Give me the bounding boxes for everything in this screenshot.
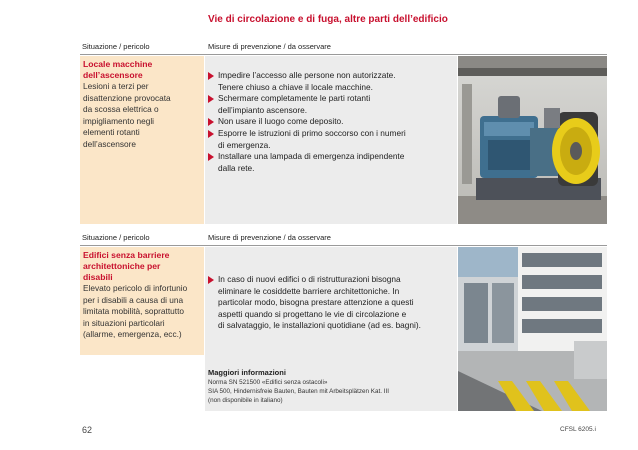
measures-list (208, 70, 456, 174)
publication-code: CFSL 6205.i (560, 426, 596, 433)
situation-description: Lesioni a terzi per disattenzione provocata da scossa elettrica o impigliamento negli elementi rotanti dell’ascensore (83, 81, 171, 149)
measure-item: Non usare il luogo come deposito. (208, 116, 456, 128)
measures-column-header: Misure di prevenzione / da osservare (208, 42, 331, 51)
more-info-line: SIA 500, Hindernisfreie Bauten, Bauten mit Arbeitsplätzen Kat. III (208, 388, 389, 395)
page-title: Vie di circolazione e di fuga, altre parti dell’edificio (208, 14, 448, 25)
measures-list (208, 274, 456, 332)
bullet-triangle-icon (208, 153, 214, 161)
measure-item: Schermare completamente le parti rotanti dell’impianto ascensore. (208, 93, 456, 116)
bullet-triangle-icon (208, 72, 214, 80)
bullet-triangle-icon (208, 130, 214, 138)
measures-column-header: Misure di prevenzione / da osservare (208, 233, 331, 242)
elevator-machine-image (458, 56, 607, 224)
section-divider (80, 54, 607, 55)
bullet-triangle-icon (208, 95, 214, 103)
situation-text (83, 250, 203, 341)
situation-title: Locale macchine dell’ascensore (83, 59, 153, 80)
elevator-machine-photo (458, 56, 607, 224)
situation-title: Edifici senza barriere architettoniche per disabili (83, 250, 170, 282)
accessible-building-photo (458, 247, 607, 411)
more-info-line: (non disponibile in italiano) (208, 397, 283, 404)
measure-item: Esporre le istruzioni di primo soccorso con i numeri di emergenza. (208, 128, 456, 151)
situation-description: Elevato pericolo di infortunio per i disabili a causa di una limitata mobilità, soprattutto in situazioni particolari (allarme, emergenza, ecc.) (83, 283, 188, 340)
more-info-line: Norma SN 521500 «Edifici senza ostacoli» (208, 379, 328, 386)
more-info-box (208, 368, 456, 405)
measure-item: In caso di nuovi edifici o di ristrutturazioni bisogna eliminare le cosiddette barriere architettoniche. In particolar modo, bisogna prestare attenzione a questi aspetti quando si progettano le vie di circolazione e di salvataggio, le installazioni quotidiane (ad es. bagni). (208, 274, 456, 332)
measure-item: Installare una lampada di emergenza indipendente dalla rete. (208, 151, 456, 174)
situation-column-header: Situazione / pericolo (82, 233, 150, 242)
page-number: 62 (82, 425, 93, 435)
measure-item: Impedire l’accesso alle persone non autorizzate. Tenere chiuso a chiave il locale macchine. (208, 70, 456, 93)
accessible-building-image (458, 247, 607, 411)
situation-text (83, 59, 203, 151)
situation-column-header: Situazione / pericolo (82, 42, 150, 51)
section-divider (80, 245, 607, 246)
bullet-triangle-icon (208, 276, 214, 284)
bullet-triangle-icon (208, 118, 214, 126)
more-info-title: Maggiori informazioni (208, 368, 286, 377)
